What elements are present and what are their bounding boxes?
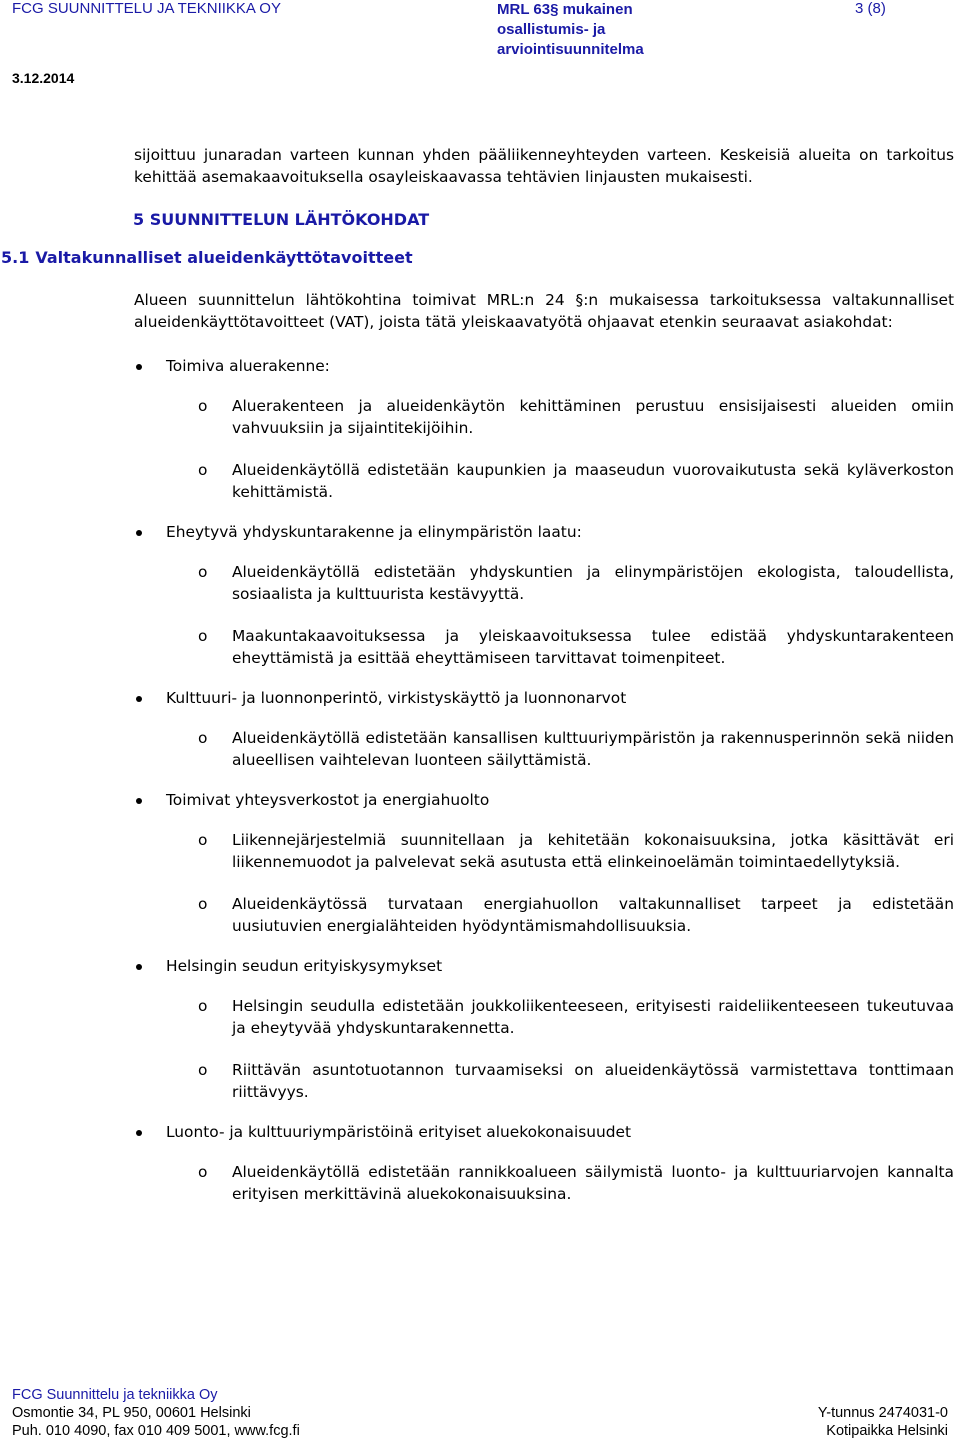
sub-bullet-list	[166, 829, 954, 937]
sub-bullet-item	[166, 459, 954, 503]
sub-bullet-text: Helsingin seudulla edistetään joukkoliikenteeseen, erityisesti raideliikenteeseen tukeutuvaa ja eheytyvää yhdyskuntarakennetta.	[232, 997, 954, 1037]
sub-bullet-list	[166, 1161, 954, 1205]
header-document-title	[497, 0, 644, 60]
bullet-item	[134, 955, 954, 1103]
section-number: 5.1	[1, 248, 30, 267]
section-heading-5-1	[1, 247, 954, 269]
sub-bullet-text: Liikennejärjestelmiä suunnitellaan ja kehitetään kokonaisuuksina, jotka käsittävät eri liikennemuodot ja palvelevat sekä asutusta että elinkeinoelämän toimintaedellytyksiä.	[232, 831, 954, 871]
sub-bullet-circle-icon: o	[198, 627, 208, 645]
sub-bullet-text: Alueidenkäytöllä edistetään kansallisen kulttuuriympäristön ja rakennusperinnön sekä niiden alueellisen vaihtelevan luonteen säilyttämistä.	[232, 729, 954, 769]
sub-bullet-item	[166, 829, 954, 873]
bullet-item	[134, 355, 954, 503]
sub-bullet-list	[166, 561, 954, 669]
bullet-label: Eheytyvä yhdyskuntarakenne ja elinympäristön laatu:	[166, 523, 582, 541]
sub-bullet-text: Aluerakenteen ja alueidenkäytön kehittäminen perustuu ensisijaisesti alueiden omiin vahvuuksiin ja sijaintitekijöihin.	[232, 397, 954, 437]
sub-bullet-text: Alueidenkäytöllä edistetään yhdyskuntien ja elinympäristöjen ekologista, taloudellista, sosiaalista ja kulttuurista kestävyyttä.	[232, 563, 954, 603]
bullet-label: Luonto- ja kulttuuriympäristöinä erityiset aluekokonaisuudet	[166, 1123, 632, 1141]
footer-domicile: Kotipaikka Helsinki	[826, 1423, 948, 1439]
sub-bullet-item	[166, 727, 954, 771]
sub-bullet-list	[166, 395, 954, 503]
sub-bullet-item	[166, 995, 954, 1039]
bullet-item	[134, 1121, 954, 1205]
footer	[12, 1386, 948, 1440]
header-company: FCG SUUNNITTELU JA TEKNIIKKA OY	[12, 0, 281, 17]
footer-address: Osmontie 34, PL 950, 00601 Helsinki	[12, 1405, 251, 1421]
bullet-label: Kulttuuri- ja luonnonperintö, virkistyskäyttö ja luonnonarvot	[166, 689, 627, 707]
sub-bullet-circle-icon: o	[198, 461, 208, 479]
header-title-line3: arviointisuunnitelma	[497, 41, 644, 58]
bullet-list	[134, 355, 954, 1205]
sub-bullet-circle-icon: o	[198, 563, 208, 581]
sub-bullet-item	[166, 395, 954, 439]
sub-bullet-text: Alueidenkäytöllä edistetään kaupunkien ja maaseudun vuorovaikutusta sekä kyläverkoston kehittämistä.	[232, 461, 954, 501]
header-title-line1: MRL 63§ mukainen	[497, 1, 633, 18]
sub-bullet-circle-icon: o	[198, 831, 208, 849]
sub-bullet-text: Maakuntakaavoituksessa ja yleiskaavoituksessa tulee edistää yhdyskuntarakenteen eheyttämistä ja esittää eheyttämiseen tarvittavat toimenpiteet.	[232, 627, 954, 667]
bullet-item	[134, 521, 954, 669]
footer-business-id: Y-tunnus 2474031-0	[817, 1405, 948, 1421]
section-title: Valtakunnalliset alueidenkäyttötavoitteet	[35, 248, 413, 267]
sub-bullet-item	[166, 1161, 954, 1205]
bullet-label: Toimiva aluerakenne:	[166, 357, 330, 375]
sub-bullet-item	[166, 1059, 954, 1103]
bullet-dot-icon	[136, 1130, 142, 1136]
footer-contact: Puh. 010 4090, fax 010 409 5001, www.fcg.fi	[12, 1423, 300, 1439]
section-paragraph: Alueen suunnittelun lähtökohtina toimivat MRL:n 24 §:n mukaisessa tarkoituksessa valtakunnalliset alueidenkäyttötavoitteet (VAT), joista tätä yleiskaavatyötä ohjaavat etenkin seuraavat asiakohdat:	[134, 291, 954, 331]
intro-paragraph: sijoittuu junaradan varteen kunnan yhden pääliikenneyhteyden varteen. Keskeisiä alueita on tarkoitus kehittää asemakaavoituksella osayleiskaavassa tehtävien linjausten mukaisesti.	[134, 146, 954, 186]
bullet-item	[134, 789, 954, 937]
header-page-number: 3 (8)	[855, 0, 886, 17]
footer-row-address	[12, 1404, 948, 1422]
sub-bullet-text: Riittävän asuntotuotannon turvaamiseksi on alueidenkäytössä varmistettava tonttimaan riittävyys.	[232, 1061, 954, 1101]
sub-bullet-item	[166, 893, 954, 937]
footer-company: FCG Suunnittelu ja tekniikka Oy	[12, 1387, 218, 1403]
section-heading-5: 5 SUUNNITTELUN LÄHTÖKOHDAT	[133, 210, 430, 229]
sub-bullet-item	[166, 561, 954, 605]
document-body	[1, 144, 954, 1205]
sub-bullet-item	[166, 625, 954, 669]
sub-bullet-list	[166, 727, 954, 771]
sub-bullet-circle-icon: o	[198, 895, 208, 913]
sub-bullet-text: Alueidenkäytössä turvataan energiahuollon valtakunnalliset tarpeet ja edistetään uusiutuvien energialähteiden hyödyntämismahdollisuuksia.	[232, 895, 954, 935]
bullet-dot-icon	[136, 964, 142, 970]
sub-bullet-circle-icon: o	[198, 729, 208, 747]
sub-bullet-text: Alueidenkäytöllä edistetään rannikkoalueen säilymistä luonto- ja kulttuuriarvojen kannalta erityisen merkittävinä aluekokonaisuuksina.	[232, 1163, 954, 1203]
sub-bullet-circle-icon: o	[198, 397, 208, 415]
bullet-label: Helsingin seudun erityiskysymykset	[166, 957, 443, 975]
bullet-label: Toimivat yhteysverkostot ja energiahuolto	[166, 791, 490, 809]
sub-bullet-circle-icon: o	[198, 1163, 208, 1181]
header-date: 3.12.2014	[12, 70, 75, 86]
bullet-item	[134, 687, 954, 771]
header-title-line2: osallistumis- ja	[497, 21, 606, 38]
sub-bullet-circle-icon: o	[198, 997, 208, 1015]
sub-bullet-circle-icon: o	[198, 1061, 208, 1079]
footer-row-contact	[12, 1422, 948, 1440]
bullet-dot-icon	[136, 696, 142, 702]
sub-bullet-list	[166, 995, 954, 1103]
bullet-dot-icon	[136, 798, 142, 804]
bullet-dot-icon	[136, 530, 142, 536]
bullet-dot-icon	[136, 364, 142, 370]
